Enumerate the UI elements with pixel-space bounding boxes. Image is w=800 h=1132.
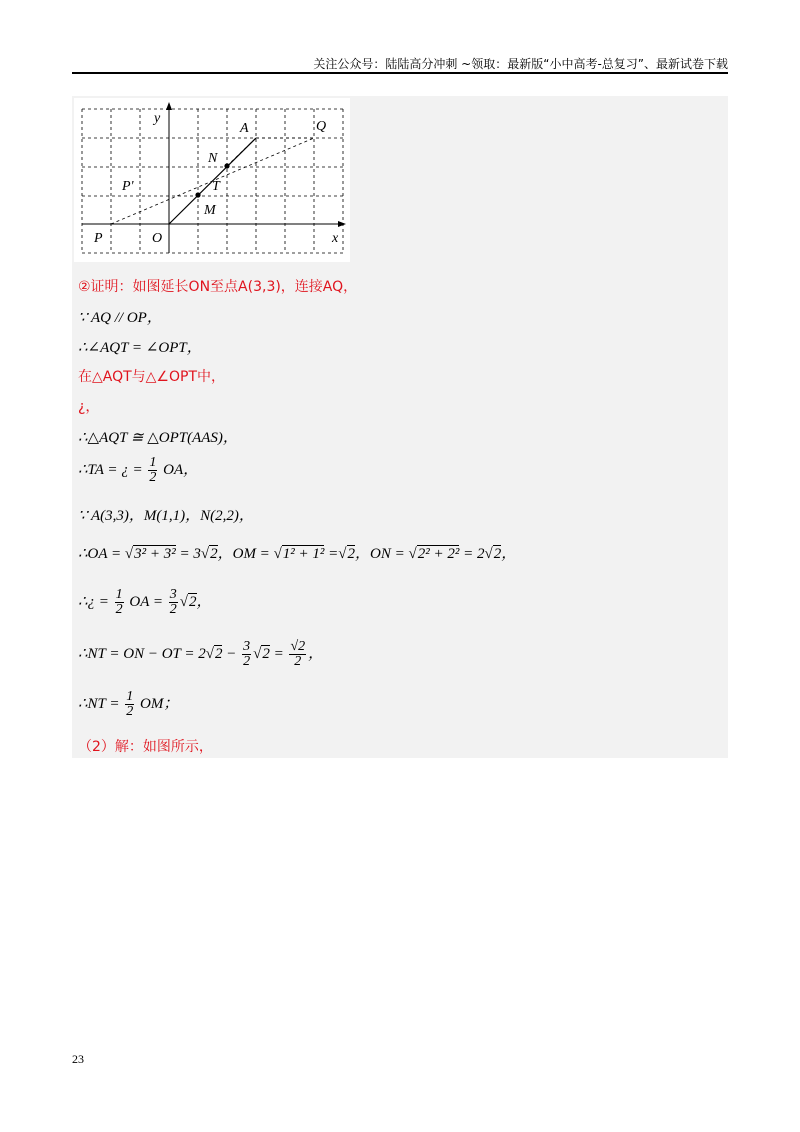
frac-num: 1	[115, 587, 123, 602]
sqrt-radicand: 2	[262, 645, 270, 662]
l10-a: ∴¿ =	[78, 593, 109, 610]
l11-c: =	[273, 645, 284, 662]
frac-den: 2	[294, 654, 302, 669]
solution-block	[72, 96, 728, 758]
l9-g: ，	[501, 546, 517, 562]
l9-a: ∴OA =	[78, 546, 122, 562]
x-axis-arrow	[338, 221, 346, 227]
l12-a: ∴NT =	[78, 695, 120, 712]
l9-d: =	[328, 546, 339, 562]
point-N	[224, 163, 229, 168]
label-A: A	[240, 121, 249, 136]
sqrt-radicand: 2	[189, 593, 197, 610]
frac-num: 3	[169, 587, 177, 602]
frac-num: 1	[126, 689, 134, 704]
proof-line-4: 在△AQT与△∠OPT中，	[78, 369, 225, 385]
proof-line-6: ∴△AQT ≅ △OPT(AAS)，	[78, 430, 238, 446]
sqrt-radicand: 2	[210, 546, 218, 562]
fraction	[169, 588, 178, 617]
l7-a: ∴TA = ¿ =	[78, 461, 143, 478]
label-Q: Q	[316, 119, 327, 134]
l9-b: = 3	[179, 546, 201, 562]
label-M: M	[204, 203, 216, 218]
proof-line-1: ②证明：如图延长ON至点A(3,3)，连接AQ，	[78, 279, 358, 295]
l12-b: OM；	[140, 695, 179, 712]
proof-line-7	[78, 456, 198, 485]
label-x: x	[332, 231, 339, 246]
sqrt-radicand: 3² + 3²	[134, 546, 176, 562]
sqrt-radicand: 1² + 1²	[282, 546, 325, 562]
sqrt-radicand: 2	[347, 546, 356, 562]
l11-b: −	[226, 645, 237, 662]
sqrt-radicand: 2² + 2²	[417, 546, 460, 562]
proof-line-12	[78, 690, 178, 719]
frac-den: 2	[126, 704, 134, 719]
l9-f: = 2	[463, 546, 485, 562]
frac-den: 2	[169, 602, 177, 617]
label-O: O	[152, 231, 163, 246]
fraction	[115, 588, 124, 617]
header-rule	[72, 72, 728, 74]
l9-c: ，OM =	[217, 546, 270, 562]
l9-e: ，ON =	[355, 546, 405, 562]
l11-e: ，	[308, 645, 324, 662]
proof-line-10: ∴¿ = $\frac{1}{2}$ OA = $\frac{3}{2}$ √2，	[78, 587, 212, 617]
label-T: T	[212, 179, 220, 194]
page-header: 关注公众号：陆陆高分冲刺 ~领取：最新版“小中高考-总复习”、最新试卷下载	[313, 57, 728, 71]
proof-line-13: （2）解：如图所示，	[78, 739, 213, 755]
fraction	[242, 640, 251, 669]
l10-b: OA =	[129, 593, 164, 610]
frac-num: 3	[243, 639, 251, 654]
proof-line-11: ∴NT = ON − OT = 2√2 − $\frac{3}{2}$ √2 = $\frac{√2}{2}$ ，	[78, 639, 324, 669]
label-y: y	[154, 111, 161, 126]
label-N: N	[208, 151, 218, 166]
frac-den: 2	[149, 470, 157, 485]
label-P: P	[94, 231, 103, 246]
proof-line-8: ∵ A(3,3)，M(1,1)，N(2,2)，	[78, 508, 254, 524]
frac-num: √2	[290, 639, 306, 654]
proof-line-2: ∵ AQ // OP，	[78, 310, 162, 326]
frac-num: 1	[149, 455, 157, 470]
frac-den: 2	[243, 654, 251, 669]
coordinate-figure	[74, 98, 350, 262]
fraction	[148, 456, 157, 485]
sqrt-radicand: 2	[214, 645, 223, 662]
l7-b: OA，	[163, 461, 199, 478]
proof-line-5: ¿，	[78, 399, 100, 415]
y-axis-arrow	[166, 102, 172, 110]
frac-den: 2	[115, 602, 123, 617]
figure-svg	[74, 98, 350, 262]
sqrt-radicand: 2	[493, 546, 502, 562]
proof-line-3: ∴∠AQT = ∠OPT，	[78, 340, 202, 356]
l10-c: ，	[196, 593, 212, 610]
fraction	[125, 690, 134, 719]
fraction	[289, 640, 306, 669]
label-P-prime: P'	[122, 179, 134, 194]
page-number: 23	[72, 1052, 84, 1066]
proof-line-9: ∴OA = √3² + 3² = 3√2，OM = √1² + 1² =√2，ON = √2² + 2² = 2√2，	[78, 546, 517, 562]
l11-a: ∴NT = ON − OT = 2	[78, 645, 206, 662]
point-M	[195, 192, 200, 197]
